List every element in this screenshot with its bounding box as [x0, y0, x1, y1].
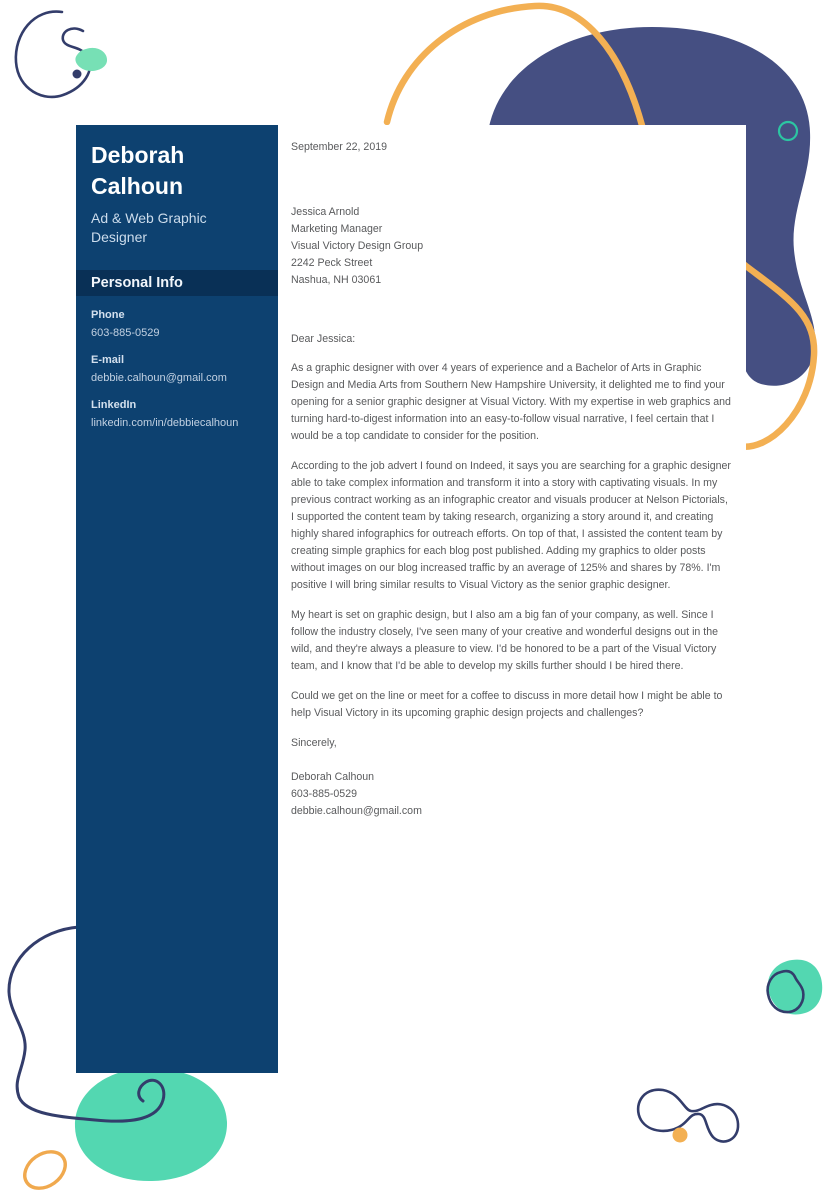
phone-field	[91, 308, 263, 341]
phone-label: Phone	[91, 309, 125, 321]
recipient-block	[291, 204, 733, 289]
linkedin-value: linkedin.com/in/debbiecalhoun	[91, 417, 239, 429]
recipient-line: Visual Victory Design Group	[291, 240, 424, 252]
linkedin-field	[91, 398, 263, 431]
paragraph: My heart is set on graphic design, but I also am a big fan of your company, as well. Since I follow the industry closely, I've seen many of your creative and wonderful designs out in the wild, and they're always a pleasure to view. I'd be honored to be a part of the Visual Victory team, and I know that I'd be able to develop my skills further should I be hired there.	[291, 609, 718, 672]
paragraph: Could we get on the line or meet for a coffee to discuss in more detail how I might be able to help Visual Victory in its upcoming graphic design projects and challenges?	[291, 690, 723, 719]
letter-body	[278, 125, 746, 1073]
recipient-line: 2242 Peck Street	[291, 257, 373, 269]
teal-blob-bottom-right-shape	[768, 960, 822, 1015]
linkedin-label: LinkedIn	[91, 399, 137, 411]
email-field	[91, 353, 263, 386]
peanut-outline-shape	[638, 1090, 738, 1142]
navy-dot-icon	[73, 70, 82, 79]
candidate-name: Deborah Calhoun	[91, 142, 185, 199]
recipient-line: Marketing Manager	[291, 223, 383, 235]
yellow-dot-icon	[673, 1128, 688, 1143]
yellow-oval-shape	[18, 1144, 72, 1195]
email-value: debbie.calhoun@gmail.com	[91, 372, 227, 384]
teal-blob-bottom-left-shape	[75, 1068, 227, 1181]
signature-line: 603-885-0529	[291, 788, 357, 800]
signature-line: debbie.calhoun@gmail.com	[291, 805, 422, 817]
sidebar	[76, 125, 278, 1073]
salutation-line: Dear Jessica:	[291, 333, 356, 345]
recipient-line: Jessica Arnold	[291, 206, 360, 218]
closing-line: Sincerely,	[291, 737, 337, 749]
signature-block	[291, 769, 733, 820]
email-label: E-mail	[91, 354, 125, 366]
personal-info-header: Personal Info	[76, 270, 278, 296]
paragraph: According to the job advert I found on Indeed, it says you are searching for a graphic designer able to take complex information and transform it into a story with captivating visuals. In my previous contract working as an infographic creator and visuals producer at Nelson Pictorials, I supported the content team by taking research, organizing a story around it, and creating highly shared infographics for outreach efforts. On top of that, I assisted the content team by creating simple graphics for each blog post published. Adding my graphics to older posts without images on our blog increased traffic by an average of 125% and shares by 78%. I'm positive I will bring similar results to Visual Victory as the senior graphic designer.	[291, 460, 731, 591]
paragraph: As a graphic designer with over 4 years of experience and a Bachelor of Arts in Graphic Design and Media Arts from Southern New Hampshire University, it delighted me to find your opening for a senior graphic designer at Visual Victory. With my expertise in web graphics and turning hard-to-digest information into an easy-to-follow visual narrative, I feel certain that I would be a top candidate to consider for the position.	[291, 362, 731, 442]
candidate-title: Ad & Web Graphic Designer	[91, 210, 207, 245]
recipient-line: Nashua, NH 03061	[291, 274, 382, 286]
cover-letter-page	[76, 125, 746, 1073]
signature-line: Deborah Calhoun	[291, 771, 375, 783]
date-line: September 22, 2019	[291, 141, 388, 153]
phone-value: 603-885-0529	[91, 327, 160, 339]
